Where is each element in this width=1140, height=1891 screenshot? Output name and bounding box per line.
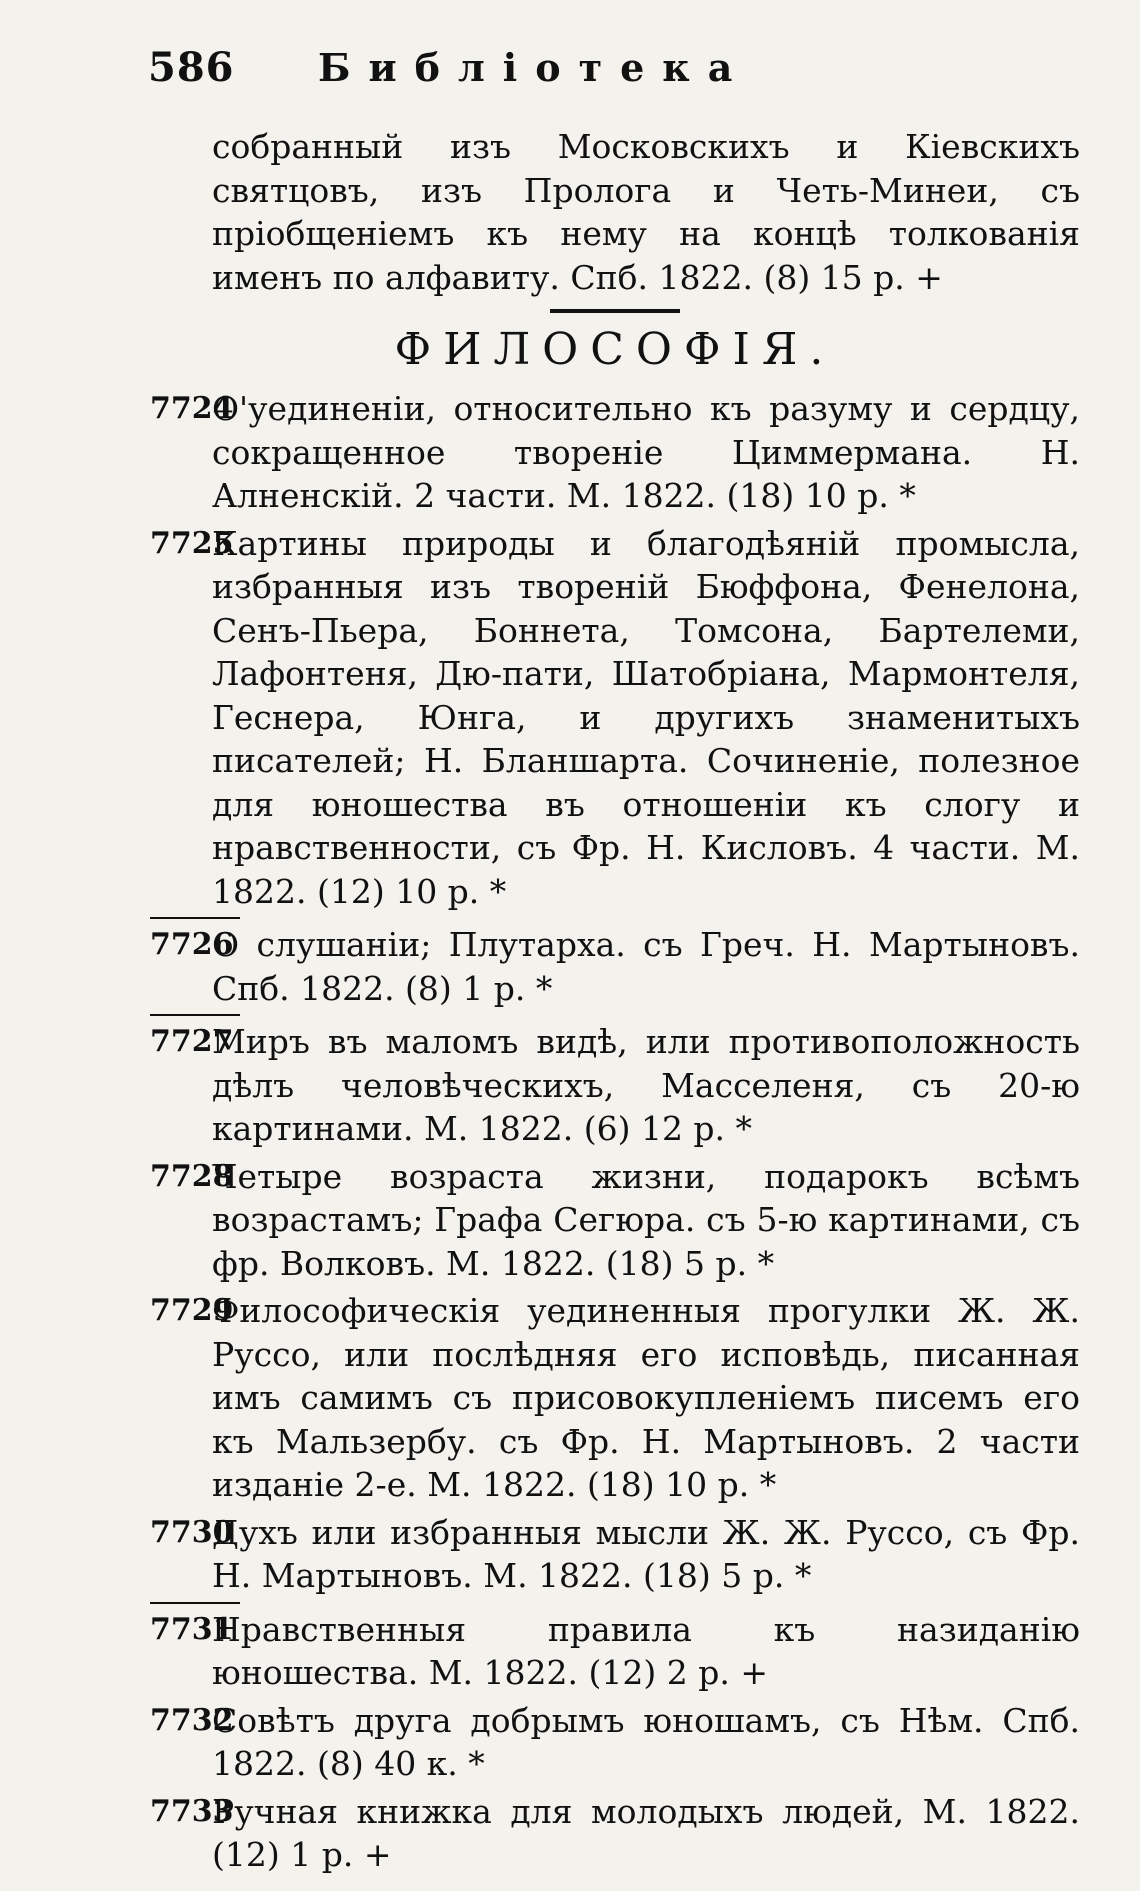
catalog-entry [150,1699,1080,1786]
entry-number: 7732 [150,1702,234,1738]
entry-text: Ручная книжка для молодыхъ людей, М. 1822. (12) 1 р. + [212,1791,1080,1874]
catalog-entry [150,1790,1080,1877]
entry-text: Совѣтъ друга добрымъ юношамъ, съ Нѣм. Спб. 1822. (8) 40 к. * [212,1700,1080,1783]
catalog-entry [150,923,1080,1010]
section-divider [550,309,680,313]
entry-number: 7728 [150,1158,234,1194]
page-header [148,44,868,91]
page-number: 586 [148,44,235,91]
catalog-entry [150,522,1080,914]
entry-text: Нравственныя правила къ назиданію юношества. М. 1822. (12) 2 р. + [212,1609,1080,1692]
entry-number: 7731 [150,1611,234,1647]
section-title: ФИЛОСОФІЯ. [394,324,836,375]
page-body [150,125,1080,1881]
entry-text: Четыре возраста жизни, подарокъ всѣмъ возрастамъ; Графа Сегюра. съ 5-ю картинами, съ фр. Волковъ. М. 1822. (18) 5 р. * [212,1156,1080,1283]
entry-number: 7733 [150,1793,234,1829]
entry-number: 7726 [150,927,234,962]
catalog-entry [150,1020,1080,1151]
entry-number: 7724 [150,391,234,426]
entry-divider [150,917,240,919]
entry-number: 7730 [150,1514,234,1550]
entry-text: Картины природы и благодѣяній промысла, избранныя изъ твореній Бюффона, Фенелона, Сенъ-Пьера, Боннета, Томсона, Бартелеми, Лафонтеня, Дю-пати, Шатобріана, Мармонтеля, Геснера, Юнга, и другихъ знаменитыхъ писателей; Н. Бланшарта. Сочиненіе, полезное для юношества въ отношеніи къ слогу и нравственности, съ Фр. Н. Кисловъ. 4 части. М. 1822. (12) 10 р. * [212,523,1080,911]
entry-text: Духъ или избранныя мысли Ж. Ж. Руссо, съ Фр. Н. Мартыновъ. М. 1822. (18) 5 р. * [212,1512,1080,1595]
entry-text: О слушаніи; Плутарха. съ Греч. Н. Мартыновъ. Спб. 1822. (8) 1 р. * [212,925,1080,1008]
catalog-entry [150,1608,1080,1695]
entry-number: 7727 [150,1024,234,1059]
catalog-entry [150,1511,1080,1598]
entry-text: О'уединеніи, относительно къ разуму и сердцу, сокращенное твореніе Циммермана. Н. Алненскій. 2 части. М. 1822. (18) 10 р. * [212,389,1080,515]
entry-text: Философическія уединенныя прогулки Ж. Ж. Руссо, или послѣдняя его исповѣдь, писанная имъ самимъ съ присовокупленіемъ писемъ его къ Мальзербу. съ Фр. Н. Мартыновъ. 2 части изданіе 2-е. М. 1822. (18) 10 р. * [212,1291,1080,1504]
entry-divider [150,1014,240,1016]
continued-entry: собранный изъ Московскихъ и Кіевскихъ святцовъ, изъ Пролога и Четь-Минеи, съ пріобщеніемъ къ нему на концѣ толкованія именъ по алфавиту. Спб. 1822. (8) 15 р. + [212,127,1080,297]
catalog-entry [150,387,1080,518]
running-title: Библіотека [318,45,751,90]
entry-text: Миръ въ маломъ видѣ, или противоположность дѣлъ человѣческихъ, Масселеня, съ 20-ю картинами. М. 1822. (6) 12 р. * [212,1022,1080,1148]
entry-number: 7729 [150,1293,234,1328]
catalog-entry [150,1155,1080,1286]
entry-number: 7725 [150,525,234,561]
entry-divider [150,1602,240,1604]
catalog-entry [150,1289,1080,1507]
